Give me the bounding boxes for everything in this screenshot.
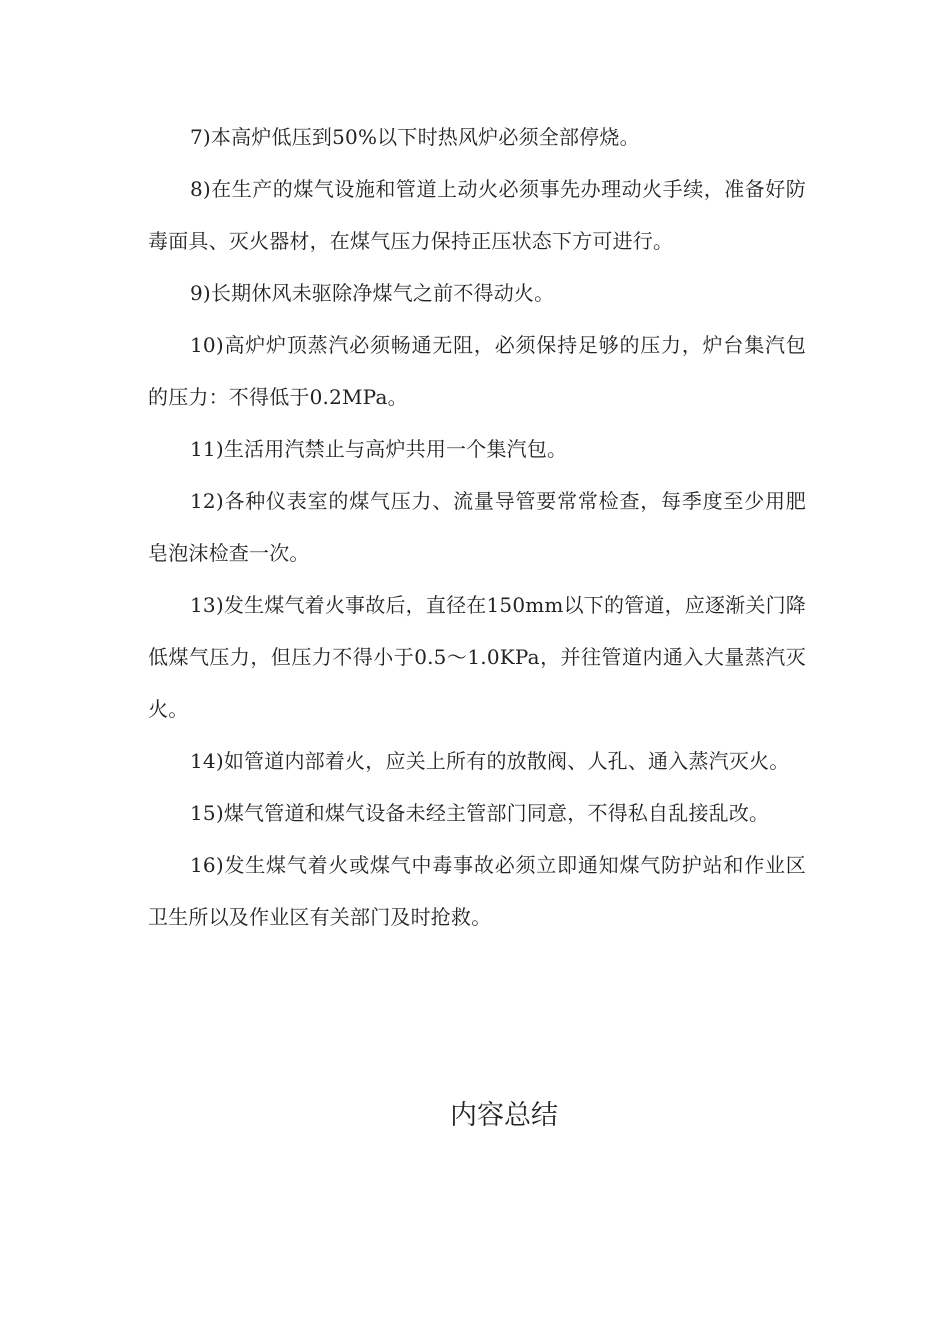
paragraph-item-8: 8)在生产的煤气设施和管道上动火必须事先办理动火手续，准备好防毒面具、灭火器材，在煤气压力保持正压状态下方可进行。	[148, 177, 806, 253]
paragraph-item-9: 9)长期休风未驱除净煤气之前不得动火。	[190, 281, 555, 305]
document-body	[148, 111, 806, 943]
paragraph-item-15: 15)煤气管道和煤气设备未经主管部门同意，不得私自乱接乱改。	[190, 801, 770, 825]
paragraph-item-7: 7)本高炉低压到50%以下时热风炉必须全部停烧。	[190, 125, 640, 149]
paragraph-item-11: 11)生活用汽禁止与高炉共用一个集汽包。	[190, 437, 568, 461]
paragraph-item-14: 14)如管道内部着火，应关上所有的放散阀、人孔、通入蒸汽灭火。	[190, 749, 790, 773]
paragraph-item-10: 10)高炉炉顶蒸汽必须畅通无阻，必须保持足够的压力，炉台集汽包的压力：不得低于0.2MPa。	[148, 333, 806, 409]
paragraph-item-16: 16)发生煤气着火或煤气中毒事故必须立即通知煤气防护站和作业区卫生所以及作业区有关部门及时抢救。	[148, 853, 806, 929]
paragraph-item-12: 12)各种仪表室的煤气压力、流量导管要常常检查，每季度至少用肥皂泡沫检查一次。	[148, 489, 806, 565]
summary-heading: 内容总结	[450, 1100, 558, 1131]
paragraph-item-13: 13)发生煤气着火事故后，直径在150mm以下的管道，应逐渐关门降低煤气压力，但压力不得小于0.5～1.0KPa，并往管道内通入大量蒸汽灭火。	[148, 593, 806, 721]
